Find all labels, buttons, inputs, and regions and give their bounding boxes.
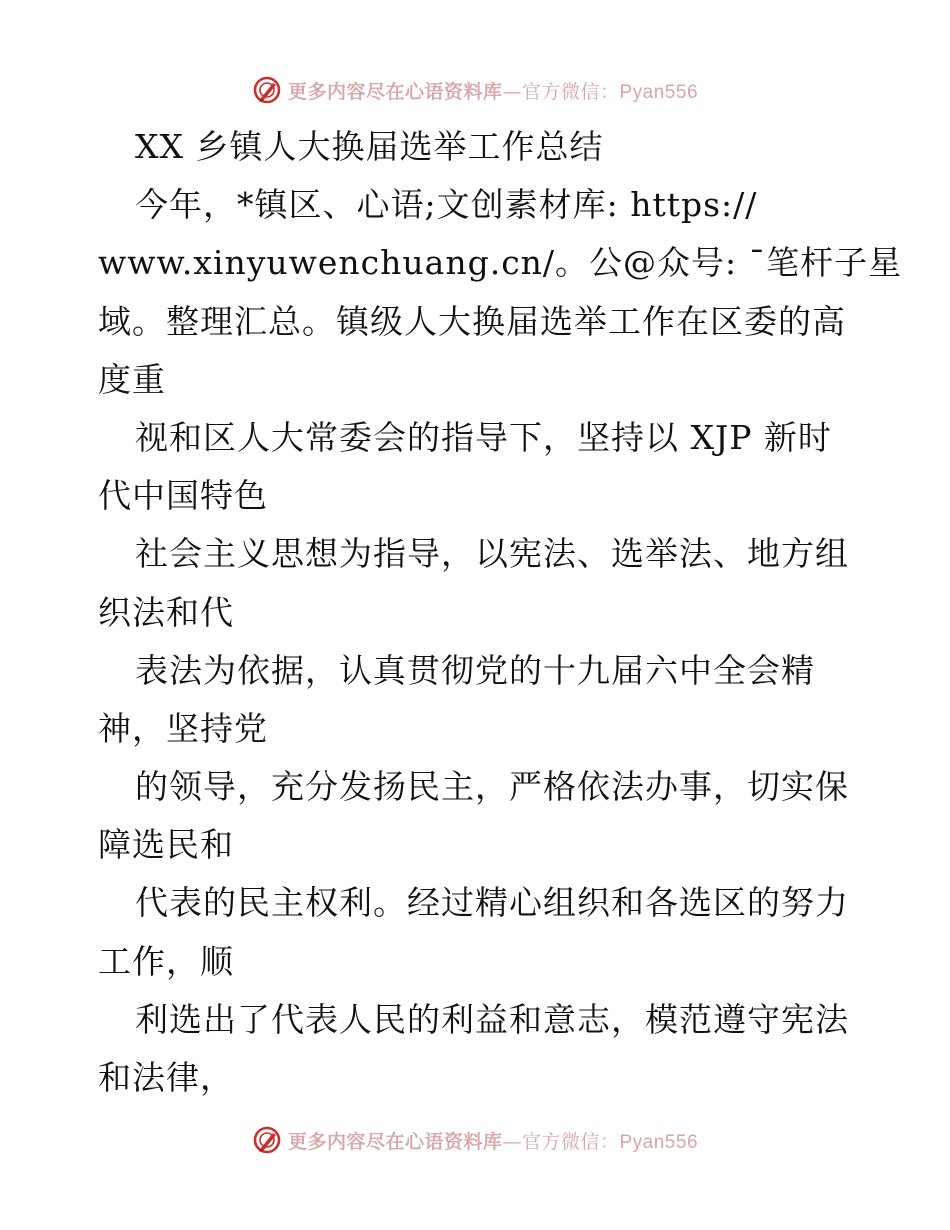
text-line: www.xinyuwenchuang.cn/。公@众号: ¯笔杆子星 [98,243,903,283]
watermark-id-text: Pyan556 [619,1131,699,1153]
text-line: 视和区人大常委会的指导下，坚持以 XJP 新时 [135,417,832,457]
document-title: XX 乡镇人大换届选举工作总结 [135,127,604,166]
text-line: 表法为依据，认真贯彻党的十九届六中全会精 [135,650,815,690]
pen-circle-logo-icon [252,1125,282,1155]
watermark-main-text: 更多内容尽在心语资料库 [287,80,503,103]
text-line: 今年，*镇区、心语;文创素材库: https:// [135,185,758,225]
text-line: 社会主义思想为指导，以宪法、选举法、地方组 [135,534,849,574]
text-line: 织法和代 [98,592,234,632]
watermark-id-text: Pyan556 [619,81,699,103]
text-line: 的领导，充分发扬民主，严格依法办事，切实保 [135,767,849,807]
text-line: 利选出了代表人民的利益和意志，模范遵守宪法 [135,999,849,1039]
header-watermark [0,70,950,110]
watermark-separator-text: —官方微信： [502,1130,620,1153]
text-line: 神，坚持党 [98,708,268,748]
text-line: 和法律， [98,1058,234,1097]
document-body [98,118,903,1107]
footer-watermark [0,1120,950,1160]
text-line: 工作，顺 [98,941,234,981]
text-line: 度重 [98,359,166,399]
watermark-main-text: 更多内容尽在心语资料库 [287,1130,503,1153]
pen-circle-logo-icon [252,75,282,105]
watermark-separator-text: —官方微信： [502,80,620,103]
text-line: 代中国特色 [98,476,268,516]
text-line: 代表的民主权利。经过精心组织和各选区的努力 [135,883,849,923]
text-line: 域。整理汇总。镇级人大换届选举工作在区委的高 [98,301,846,341]
text-line: 障选民和 [98,825,234,865]
